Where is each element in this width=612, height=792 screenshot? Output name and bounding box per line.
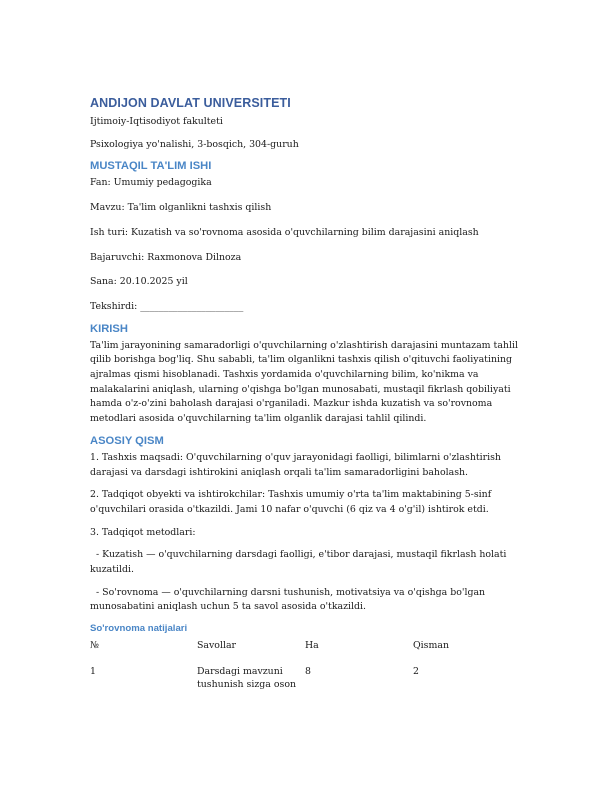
table-cell: Darsdagi mavzuni tushunish sizga oson	[197, 665, 297, 691]
topic-line: Mavzu: Ta'lim olganlikni tashxis qilish	[90, 202, 272, 214]
author-line: Bajaruvchi: Raxmonova Dilnoza	[90, 251, 242, 263]
methods-paragraph: 3. Tadqiqot metodlari:	[90, 526, 196, 538]
date-line: Sana: 20.10.2025 yil	[90, 276, 188, 288]
table-row	[90, 665, 534, 692]
observation-paragraph: - Kuzatish — o'quvchilarning darsdagi faolligi, e'tibor darajasi, mustaqil fikrlash holati kuzatildi.	[90, 549, 507, 576]
column-header: Savollar	[197, 640, 237, 652]
survey-method-paragraph: - So'rovnoma — o'quvchilarning darsni tushunish, motivatsiya va o'qishga bo'lgan munosabatini aniqlash uchun 5 ta savol asosida o'tkazildi.	[90, 586, 486, 613]
work-heading: MUSTAQIL TA'LIM ISHI	[90, 160, 212, 173]
table-header-row	[90, 639, 534, 653]
document-page	[90, 96, 534, 692]
checked-line: Tekshirdi: ______________________	[90, 300, 244, 312]
survey-table	[90, 639, 534, 692]
column-header: Qisman	[413, 640, 450, 652]
main-heading: ASOSIY QISM	[90, 434, 164, 447]
object-paragraph: 2. Tadqiqot obyekti va ishtirokchilar: Tashxis umumiy o'rta ta'lim maktabining 5-sinf o'quvchilari orasida o'tkazildi. Jami 10 nafar o'quvchi (6 qiz va 4 o'g'il) ishtirok etdi.	[90, 489, 492, 515]
table-cell: 8	[305, 665, 311, 677]
group-line: Psixologiya yo'nalishi, 3-bosqich, 304-guruh	[90, 138, 299, 150]
intro-paragraph: Ta'lim jarayonining samaradorligi o'quvchilarning o'zlashtirish darajasini muntazam tahlil qilib borishga bog'liq. Shu sababli, ta'lim olganlikni tashxis qilish o'qituvchi faoliyatining ajralmas qismi hisoblanadi. Tashxis yordamida o'quvchilarning bilim, ko'nikma va malakalarini aniqlash, ularning o'qishga bo'lgan munosabati, mustaqil fikrlash qobiliyati hamda o'z-o'zini baholash darajasi o'rganiladi. Mazkur ishda kuzatish va so'rovnoma metodlari asosida o'quvchilarning ta'lim olganlik darajasi tahlil qilindi.	[90, 339, 518, 425]
subject-line: Fan: Umumiy pedagogika	[90, 177, 212, 189]
intro-heading: KIRISH	[90, 322, 128, 335]
table-cell: 1	[90, 665, 96, 677]
work-type-line: Ish turi: Kuzatish va so'rovnoma asosida o'quvchilarning bilim darajasini aniqlash	[90, 226, 479, 238]
faculty-line: Ijtimoiy-Iqtisodiyot fakulteti	[90, 116, 223, 127]
survey-results-heading: So'rovnoma natijalari	[90, 623, 188, 635]
university-title: ANDIJON DAVLAT UNIVERSITETI	[90, 96, 291, 110]
goal-paragraph: 1. Tashxis maqsadi: O'quvchilarning o'quv jarayonidagi faolligi, bilimlarni o'zlashtirish darajasi va darsdagi ishtirokini aniqlash orqali ta'lim samaradorligini baholash.	[90, 451, 501, 478]
column-header: №	[90, 640, 99, 652]
table-cell: 2	[413, 665, 419, 677]
column-header: Ha	[305, 640, 319, 652]
